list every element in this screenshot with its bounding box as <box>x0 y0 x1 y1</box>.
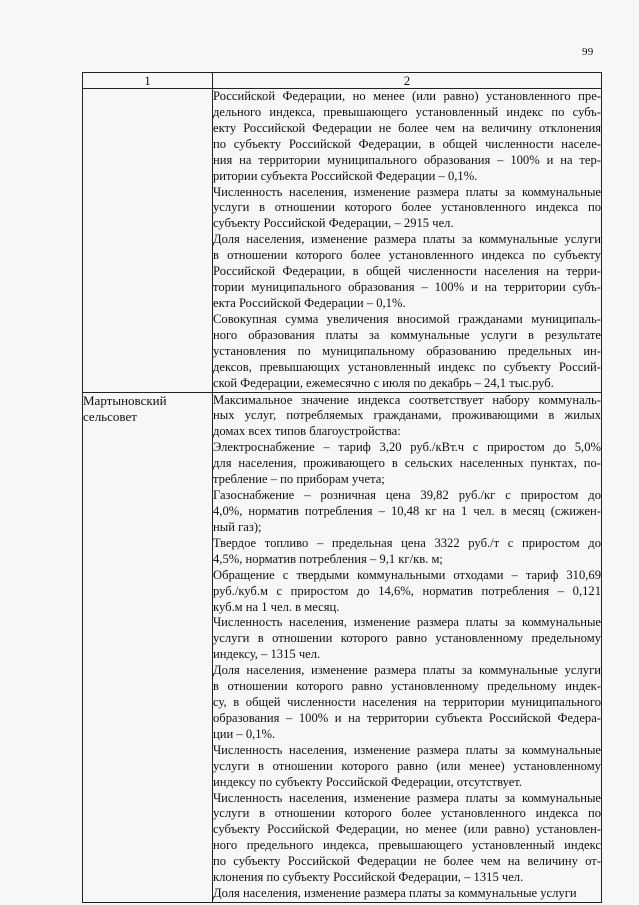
document-table <box>82 72 602 903</box>
description-paragraph <box>213 232 601 312</box>
text-line: Совокупная сумма увеличения вносимой гражданами муниципаль- <box>213 311 601 326</box>
text-line: екту Российской Федерации не более чем на величину отклонения <box>213 120 601 135</box>
text-line: Электроснабжение – тариф 3,20 руб./кВт.ч с приростом до 5,0% <box>213 440 601 455</box>
region-cell <box>83 89 213 393</box>
text-line: ния на территории муниципального образования – 100% и на тер- <box>213 152 601 167</box>
text-line: ции – 0,1%. <box>213 726 276 741</box>
text-line: Доля населения, изменение размера платы за коммунальные услуги <box>213 886 577 901</box>
description-paragraph <box>213 568 601 616</box>
text-line: су, в общей численности населения на территории муниципального <box>213 695 601 710</box>
text-line: Твердое топливо – предельная цена 3322 руб./т с приростом до <box>213 535 601 550</box>
text-line: по субъекту Российской Федерации не более чем на величину от- <box>213 854 601 869</box>
table-row <box>83 89 602 393</box>
text-line: дексов, превышающих установленный индекс по субъекту Россий- <box>213 359 601 374</box>
column-header-2: 2 <box>213 73 602 89</box>
description-paragraph <box>213 536 601 568</box>
table-row <box>83 392 602 903</box>
description-paragraph <box>213 615 601 663</box>
column-header-1: 1 <box>83 73 213 89</box>
text-line: клонения по субъекту Российской Федерации, – 1315 чел. <box>213 870 524 885</box>
text-line: индексу по субъекту Российской Федерации, отсутствует. <box>213 774 523 789</box>
text-line: Численность населения, изменение размера платы за коммунальные <box>213 742 601 757</box>
text-line: куб.м на 1 чел. в месяц. <box>213 599 340 614</box>
text-line: образования – 100% и на территории субъекта Российской Федера- <box>213 710 601 725</box>
text-line: руб./куб.м с приростом до 14,6%, норматив потребления – 0,121 <box>213 583 601 598</box>
text-line: услуги в отношении которого равно (или менее) установленному <box>213 758 601 773</box>
text-line: Максимальное значение индекса соответствует набору коммуналь- <box>213 392 601 407</box>
region-cell <box>83 392 213 903</box>
text-line: по субъекту Российской Федерации, в общей численности населе- <box>213 136 601 151</box>
text-line: услуги в отношении которого более установленного индекса по <box>213 200 601 215</box>
text-line: субъекту Российской Федерации, – 2915 чел. <box>213 216 454 231</box>
text-line: Российской Федерации, но менее (или равно) установленного пре- <box>213 89 601 103</box>
description-paragraph <box>213 743 601 791</box>
description-cell <box>213 392 602 903</box>
text-line: услуги в отношении которого равно установленному предельному <box>213 631 601 646</box>
text-line: Российской Федерации, в общей численности населения на терри- <box>213 264 601 279</box>
description-paragraph <box>213 791 601 887</box>
region-name-line: сельсовет <box>83 408 137 424</box>
description-paragraph <box>213 488 601 536</box>
description-paragraph <box>213 663 601 743</box>
text-line: Доля населения, изменение размера платы за коммунальные услуги <box>213 232 601 247</box>
text-line: Численность населения, изменение размера платы за коммунальные <box>213 790 601 805</box>
table-header-row <box>83 73 602 89</box>
text-line: в отношении которого равно установленному предельному индек- <box>213 679 601 694</box>
text-line: в отношении которого более установленного индекса по субъекту <box>213 248 601 263</box>
text-line: екта Российской Федерации – 0,1%. <box>213 295 406 310</box>
text-line: ритории субъекта Российской Федерации – 0,1%. <box>213 168 478 183</box>
text-line: Доля населения, изменение размера платы за коммунальные услуги <box>213 663 601 678</box>
text-line: требление – по приборам учета; <box>213 472 385 487</box>
text-line: 4,0%, норматив потребления – 10,48 кг на 1 чел. в месяц (сжижен- <box>213 503 601 518</box>
text-line: ных услуг, потребляемых гражданами, проживающими в жилых <box>213 408 601 423</box>
text-line: индексу, – 1315 чел. <box>213 647 321 662</box>
description-cell <box>213 89 602 393</box>
text-line: тории муниципального образования – 100% и на территории субъ- <box>213 280 601 295</box>
text-line: Численность населения, изменение размера платы за коммунальные <box>213 615 601 630</box>
text-line: Численность населения, изменение размера платы за коммунальные <box>213 184 601 199</box>
description-paragraph <box>213 185 601 233</box>
text-line: услуги в отношении которого более установленного индекса по <box>213 806 601 821</box>
description-paragraph <box>213 886 601 902</box>
description-paragraph <box>213 312 601 392</box>
table-body <box>83 89 602 903</box>
text-line: для населения, проживающего в сельских населенных пунктах, по- <box>213 456 601 471</box>
description-paragraph <box>213 440 601 488</box>
description-paragraph <box>213 393 601 441</box>
text-line: субъекту Российской Федерации, но менее (или равно) установлен- <box>213 822 601 837</box>
text-line: ской Федерации, ежемесячно с июля по декабрь – 24,1 тыс.руб. <box>213 375 554 390</box>
text-line: Обращение с твердыми коммунальными отходами – тариф 310,69 <box>213 567 601 582</box>
text-line: ного предельного индекса, превышающего установленный индекс <box>213 838 601 853</box>
text-line: дельного индекса, превышающего установленный индекс по субъ- <box>213 104 601 119</box>
text-line: ного образования платы за коммунальные услуги в результате <box>213 327 601 342</box>
text-line: установления по муниципальному образованию предельных ин- <box>213 343 601 358</box>
text-line: ный газ); <box>213 519 262 534</box>
page-number: 99 <box>582 46 594 58</box>
text-line: 4,5%, норматив потребления – 9,1 кг/кв. м; <box>213 551 443 566</box>
text-line: Газоснабжение – розничная цена 39,82 руб./кг с приростом до <box>213 488 601 503</box>
text-line: домах всех типов благоустройства: <box>213 424 401 439</box>
region-name-line: Мартыновский <box>83 392 167 408</box>
description-paragraph <box>213 89 601 185</box>
